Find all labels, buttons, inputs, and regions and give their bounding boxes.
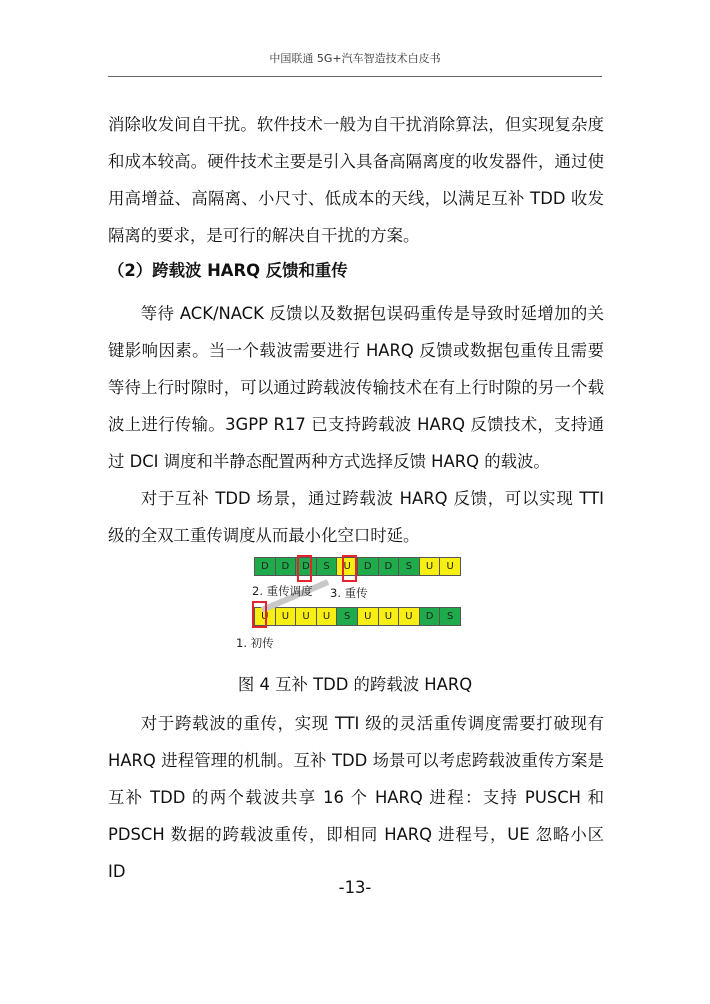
carrier2-slot-u: U: [378, 607, 400, 626]
carrier1-slot-s: S: [316, 557, 338, 576]
initial-transmission-highlight: [252, 601, 267, 628]
header-divider: [108, 76, 602, 77]
carrier2-slot-u: U: [316, 607, 338, 626]
carrier-1-slots: [254, 557, 461, 576]
carrier2-slot-s: S: [439, 607, 461, 626]
paragraph-self-interference: 消除收发间自干扰。软件技术一般为自干扰消除算法，但实现复杂度和成本较高。硬件技术主要是引入具备高隔离度的收发器件，通过使用高增益、高隔离、小尺寸、低成本的天线，以满足互补 TDD 收发隔离的要求，是可行的解决自干扰的方案。: [108, 115, 604, 245]
retransmission-scheduling-highlight: [297, 555, 312, 582]
carrier2-slot-u: U: [357, 607, 379, 626]
retransmission-highlight: [342, 555, 357, 582]
carrier2-slot-u: U: [398, 607, 420, 626]
section-heading: （2）跨载波 HARQ 反馈和重传: [108, 261, 348, 280]
carrier1-slot-d: D: [275, 557, 297, 576]
paragraph-complementary-tdd: 对于互补 TDD 场景，通过跨载波 HARQ 反馈，可以实现 TTI 级的全双工重传调度从而最小化空口时延。: [108, 489, 604, 545]
paragraph-harq-feedback: 等待 ACK/NACK 反馈以及数据包误码重传是导致时延增加的关键影响因素。当一个载波需要进行 HARQ 反馈或数据包重传且需要等待上行时隙时，可以通过跨载波传输技术在有上行时隙的另一个载波上进行传输。3GPP R17 已支持跨载波 HARQ 反馈技术，支持通过 DCI 调度和半静态配置两种方式选择反馈 HARQ 的载波。: [108, 304, 604, 471]
carrier2-slot-u: U: [295, 607, 317, 626]
carrier1-slot-d: D: [254, 557, 276, 576]
label-retransmission-scheduling: 2. 重传调度: [252, 584, 313, 598]
page-header: 中国联通 5G+汽车智造技术白皮书: [269, 52, 441, 65]
carrier1-slot-d: D: [378, 557, 400, 576]
carrier2-slot-d: D: [419, 607, 441, 626]
carrier2-slot-s: S: [336, 607, 358, 626]
carrier1-slot-u: U: [419, 557, 441, 576]
carrier1-slot-d: D: [357, 557, 379, 576]
page-number: -13-: [338, 878, 372, 897]
carrier1-slot-d: D: [295, 557, 317, 576]
paragraph-cross-carrier-retransmission: 对于跨载波的重传，实现 TTI 级的灵活重传调度需要打破现有 HARQ 进程管理的机制。互补 TDD 场景可以考虑跨载波重传方案是互补 TDD 的两个载波共享 16 个 HARQ 进程：支持 PUSCH 和 PDSCH 数据的跨载波重传，即相同 HARQ 进程号，UE 忽略小区 ID: [108, 714, 604, 881]
carrier1-slot-u: U: [439, 557, 461, 576]
figure-caption: 图 4 互补 TDD 的跨载波 HARQ: [237, 675, 473, 694]
carrier1-slot-u: U: [336, 557, 358, 576]
harq-figure: [230, 555, 490, 655]
carrier2-slot-u: U: [254, 607, 276, 626]
carrier1-slot-s: S: [398, 557, 420, 576]
carrier2-slot-u: U: [275, 607, 297, 626]
label-retransmission: 3. 重传: [330, 586, 368, 600]
label-initial-transmission: 1. 初传: [236, 636, 274, 650]
